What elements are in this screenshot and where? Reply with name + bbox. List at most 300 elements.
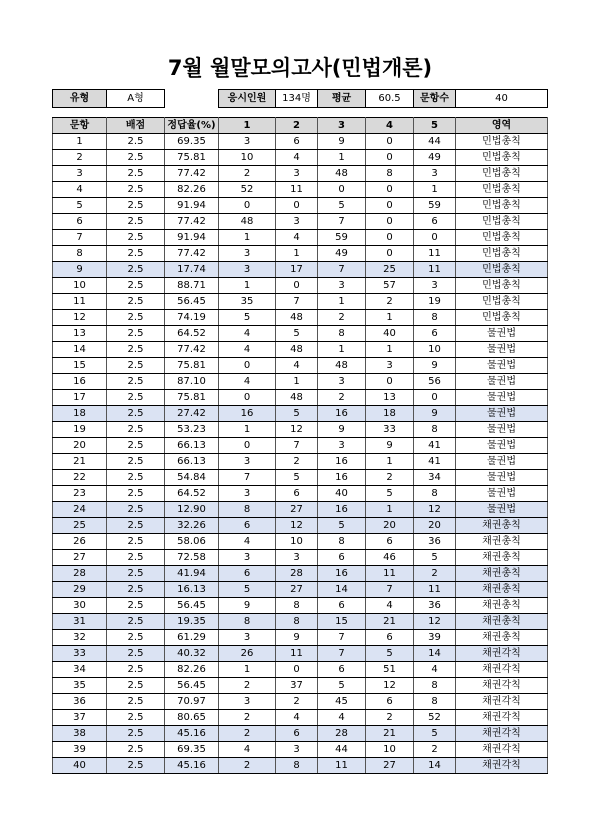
cell-choice-1: 4 bbox=[219, 374, 276, 390]
cell-choice-5: 41 bbox=[414, 454, 456, 470]
applicants-value: 134명 bbox=[276, 90, 318, 108]
cell-question: 2 bbox=[53, 150, 107, 166]
cell-question: 6 bbox=[53, 214, 107, 230]
cell-area: 채권총칙 bbox=[456, 518, 548, 534]
cell-area: 물권법 bbox=[456, 486, 548, 502]
cell-correct-rate: 75.81 bbox=[165, 390, 219, 406]
table-row bbox=[53, 150, 548, 166]
cell-choice-2: 6 bbox=[276, 726, 318, 742]
cell-correct-rate: 17.74 bbox=[165, 262, 219, 278]
cell-points: 2.5 bbox=[107, 454, 165, 470]
table-row bbox=[53, 134, 548, 150]
cell-choice-4: 57 bbox=[366, 278, 414, 294]
cell-choice-4: 10 bbox=[366, 742, 414, 758]
cell-choice-3: 16 bbox=[318, 566, 366, 582]
cell-choice-3: 2 bbox=[318, 310, 366, 326]
cell-choice-5: 5 bbox=[414, 726, 456, 742]
cell-area: 채권총칙 bbox=[456, 630, 548, 646]
cell-question: 9 bbox=[53, 262, 107, 278]
cell-choice-5: 0 bbox=[414, 390, 456, 406]
cell-choice-4: 6 bbox=[366, 630, 414, 646]
table-row bbox=[53, 358, 548, 374]
cell-question: 36 bbox=[53, 694, 107, 710]
header-choice-2: 2 bbox=[276, 118, 318, 134]
cell-choice-4: 40 bbox=[366, 326, 414, 342]
cell-choice-1: 2 bbox=[219, 758, 276, 774]
cell-choice-1: 1 bbox=[219, 230, 276, 246]
table-row bbox=[53, 614, 548, 630]
table-row bbox=[53, 534, 548, 550]
cell-area: 채권총칙 bbox=[456, 614, 548, 630]
cell-choice-2: 5 bbox=[276, 326, 318, 342]
cell-choice-5: 8 bbox=[414, 486, 456, 502]
cell-choice-3: 49 bbox=[318, 246, 366, 262]
cell-question: 12 bbox=[53, 310, 107, 326]
cell-question: 14 bbox=[53, 342, 107, 358]
cell-choice-1: 5 bbox=[219, 582, 276, 598]
cell-choice-1: 2 bbox=[219, 726, 276, 742]
cell-points: 2.5 bbox=[107, 518, 165, 534]
summary-gap bbox=[165, 90, 219, 108]
cell-choice-2: 4 bbox=[276, 150, 318, 166]
cell-choice-4: 0 bbox=[366, 182, 414, 198]
cell-choice-1: 52 bbox=[219, 182, 276, 198]
cell-correct-rate: 82.26 bbox=[165, 182, 219, 198]
table-row bbox=[53, 646, 548, 662]
cell-choice-3: 44 bbox=[318, 742, 366, 758]
cell-choice-3: 16 bbox=[318, 454, 366, 470]
cell-choice-4: 1 bbox=[366, 502, 414, 518]
cell-choice-5: 14 bbox=[414, 646, 456, 662]
table-body bbox=[53, 134, 548, 774]
cell-choice-1: 35 bbox=[219, 294, 276, 310]
cell-choice-2: 48 bbox=[276, 390, 318, 406]
cell-correct-rate: 40.32 bbox=[165, 646, 219, 662]
type-value: A형 bbox=[107, 90, 165, 108]
cell-correct-rate: 72.58 bbox=[165, 550, 219, 566]
cell-choice-2: 2 bbox=[276, 694, 318, 710]
cell-choice-5: 36 bbox=[414, 534, 456, 550]
cell-points: 2.5 bbox=[107, 646, 165, 662]
cell-choice-3: 5 bbox=[318, 518, 366, 534]
cell-choice-2: 6 bbox=[276, 486, 318, 502]
cell-choice-2: 28 bbox=[276, 566, 318, 582]
cell-choice-3: 59 bbox=[318, 230, 366, 246]
cell-points: 2.5 bbox=[107, 214, 165, 230]
cell-correct-rate: 45.16 bbox=[165, 726, 219, 742]
cell-question: 40 bbox=[53, 758, 107, 774]
cell-choice-4: 0 bbox=[366, 246, 414, 262]
cell-area: 민법총칙 bbox=[456, 150, 548, 166]
cell-choice-3: 6 bbox=[318, 598, 366, 614]
cell-choice-4: 18 bbox=[366, 406, 414, 422]
cell-choice-1: 6 bbox=[219, 566, 276, 582]
cell-area: 물권법 bbox=[456, 502, 548, 518]
table-row bbox=[53, 198, 548, 214]
cell-points: 2.5 bbox=[107, 326, 165, 342]
table-row bbox=[53, 326, 548, 342]
header-choice-5: 5 bbox=[414, 118, 456, 134]
cell-choice-3: 3 bbox=[318, 438, 366, 454]
cell-points: 2.5 bbox=[107, 278, 165, 294]
header-correct-rate: 정답율(%) bbox=[165, 118, 219, 134]
cell-choice-2: 11 bbox=[276, 646, 318, 662]
table-row bbox=[53, 422, 548, 438]
table-row bbox=[53, 726, 548, 742]
cell-choice-2: 4 bbox=[276, 230, 318, 246]
cell-question: 32 bbox=[53, 630, 107, 646]
cell-area: 채권각칙 bbox=[456, 726, 548, 742]
cell-choice-4: 0 bbox=[366, 374, 414, 390]
cell-choice-4: 2 bbox=[366, 470, 414, 486]
cell-correct-rate: 56.45 bbox=[165, 598, 219, 614]
cell-question: 15 bbox=[53, 358, 107, 374]
cell-choice-1: 3 bbox=[219, 454, 276, 470]
cell-correct-rate: 91.94 bbox=[165, 230, 219, 246]
cell-choice-2: 48 bbox=[276, 310, 318, 326]
cell-correct-rate: 32.26 bbox=[165, 518, 219, 534]
cell-points: 2.5 bbox=[107, 150, 165, 166]
cell-question: 34 bbox=[53, 662, 107, 678]
average-label: 평균 bbox=[318, 90, 366, 108]
cell-points: 2.5 bbox=[107, 630, 165, 646]
cell-choice-2: 3 bbox=[276, 742, 318, 758]
cell-area: 민법총칙 bbox=[456, 246, 548, 262]
cell-question: 18 bbox=[53, 406, 107, 422]
cell-choice-3: 4 bbox=[318, 710, 366, 726]
cell-choice-1: 5 bbox=[219, 310, 276, 326]
cell-points: 2.5 bbox=[107, 502, 165, 518]
cell-area: 민법총칙 bbox=[456, 166, 548, 182]
cell-points: 2.5 bbox=[107, 758, 165, 774]
table-row bbox=[53, 742, 548, 758]
cell-choice-5: 56 bbox=[414, 374, 456, 390]
cell-area: 물권법 bbox=[456, 358, 548, 374]
cell-question: 35 bbox=[53, 678, 107, 694]
cell-choice-5: 6 bbox=[414, 326, 456, 342]
cell-area: 민법총칙 bbox=[456, 310, 548, 326]
cell-choice-1: 6 bbox=[219, 518, 276, 534]
cell-points: 2.5 bbox=[107, 374, 165, 390]
table-row bbox=[53, 710, 548, 726]
table-row bbox=[53, 294, 548, 310]
cell-choice-4: 46 bbox=[366, 550, 414, 566]
cell-choice-2: 27 bbox=[276, 582, 318, 598]
table-row bbox=[53, 278, 548, 294]
table-row bbox=[53, 550, 548, 566]
cell-choice-4: 25 bbox=[366, 262, 414, 278]
cell-points: 2.5 bbox=[107, 390, 165, 406]
cell-correct-rate: 53.23 bbox=[165, 422, 219, 438]
table-row bbox=[53, 598, 548, 614]
cell-correct-rate: 70.97 bbox=[165, 694, 219, 710]
cell-choice-5: 8 bbox=[414, 694, 456, 710]
cell-choice-5: 11 bbox=[414, 582, 456, 598]
cell-area: 채권각칙 bbox=[456, 694, 548, 710]
cell-area: 채권총칙 bbox=[456, 534, 548, 550]
cell-correct-rate: 61.29 bbox=[165, 630, 219, 646]
cell-choice-3: 14 bbox=[318, 582, 366, 598]
cell-choice-3: 3 bbox=[318, 374, 366, 390]
cell-area: 물권법 bbox=[456, 342, 548, 358]
cell-choice-5: 6 bbox=[414, 214, 456, 230]
cell-choice-2: 1 bbox=[276, 374, 318, 390]
cell-question: 13 bbox=[53, 326, 107, 342]
cell-points: 2.5 bbox=[107, 230, 165, 246]
cell-choice-2: 27 bbox=[276, 502, 318, 518]
cell-area: 채권각칙 bbox=[456, 662, 548, 678]
header-points: 배점 bbox=[107, 118, 165, 134]
cell-points: 2.5 bbox=[107, 662, 165, 678]
table-row bbox=[53, 374, 548, 390]
cell-choice-4: 13 bbox=[366, 390, 414, 406]
cell-correct-rate: 77.42 bbox=[165, 214, 219, 230]
cell-points: 2.5 bbox=[107, 166, 165, 182]
cell-choice-2: 8 bbox=[276, 598, 318, 614]
cell-choice-1: 1 bbox=[219, 278, 276, 294]
cell-points: 2.5 bbox=[107, 310, 165, 326]
table-row bbox=[53, 518, 548, 534]
cell-choice-1: 3 bbox=[219, 486, 276, 502]
table-row bbox=[53, 758, 548, 774]
cell-correct-rate: 56.45 bbox=[165, 294, 219, 310]
cell-choice-3: 6 bbox=[318, 662, 366, 678]
cell-choice-3: 11 bbox=[318, 758, 366, 774]
cell-question: 27 bbox=[53, 550, 107, 566]
cell-choice-3: 3 bbox=[318, 278, 366, 294]
header-choice-3: 3 bbox=[318, 118, 366, 134]
cell-choice-4: 7 bbox=[366, 582, 414, 598]
cell-choice-4: 4 bbox=[366, 598, 414, 614]
cell-question: 5 bbox=[53, 198, 107, 214]
cell-points: 2.5 bbox=[107, 534, 165, 550]
cell-choice-5: 36 bbox=[414, 598, 456, 614]
cell-correct-rate: 54.84 bbox=[165, 470, 219, 486]
table-row bbox=[53, 406, 548, 422]
cell-choice-3: 7 bbox=[318, 214, 366, 230]
cell-choice-3: 5 bbox=[318, 198, 366, 214]
cell-points: 2.5 bbox=[107, 726, 165, 742]
cell-choice-1: 3 bbox=[219, 262, 276, 278]
table-row bbox=[53, 262, 548, 278]
table-row bbox=[53, 470, 548, 486]
cell-correct-rate: 56.45 bbox=[165, 678, 219, 694]
cell-question: 24 bbox=[53, 502, 107, 518]
cell-points: 2.5 bbox=[107, 486, 165, 502]
table-row bbox=[53, 438, 548, 454]
table-row bbox=[53, 678, 548, 694]
cell-choice-5: 44 bbox=[414, 134, 456, 150]
cell-area: 민법총칙 bbox=[456, 214, 548, 230]
cell-choice-1: 0 bbox=[219, 358, 276, 374]
table-row bbox=[53, 390, 548, 406]
table-row bbox=[53, 582, 548, 598]
cell-area: 채권총칙 bbox=[456, 598, 548, 614]
cell-choice-5: 2 bbox=[414, 566, 456, 582]
cell-choice-4: 6 bbox=[366, 694, 414, 710]
cell-question: 10 bbox=[53, 278, 107, 294]
cell-choice-2: 7 bbox=[276, 294, 318, 310]
cell-choice-2: 17 bbox=[276, 262, 318, 278]
cell-area: 민법총칙 bbox=[456, 198, 548, 214]
cell-choice-5: 9 bbox=[414, 358, 456, 374]
cell-choice-2: 9 bbox=[276, 630, 318, 646]
cell-choice-5: 12 bbox=[414, 502, 456, 518]
cell-question: 33 bbox=[53, 646, 107, 662]
cell-choice-5: 39 bbox=[414, 630, 456, 646]
cell-points: 2.5 bbox=[107, 614, 165, 630]
cell-choice-2: 1 bbox=[276, 246, 318, 262]
cell-choice-4: 2 bbox=[366, 710, 414, 726]
cell-choice-2: 7 bbox=[276, 438, 318, 454]
cell-choice-2: 8 bbox=[276, 614, 318, 630]
cell-points: 2.5 bbox=[107, 182, 165, 198]
cell-area: 민법총칙 bbox=[456, 262, 548, 278]
cell-area: 물권법 bbox=[456, 422, 548, 438]
cell-choice-2: 6 bbox=[276, 134, 318, 150]
question-count-label: 문항수 bbox=[414, 90, 456, 108]
cell-choice-5: 8 bbox=[414, 422, 456, 438]
cell-area: 채권각칙 bbox=[456, 646, 548, 662]
cell-choice-5: 3 bbox=[414, 166, 456, 182]
cell-area: 채권총칙 bbox=[456, 550, 548, 566]
cell-choice-1: 0 bbox=[219, 438, 276, 454]
cell-question: 22 bbox=[53, 470, 107, 486]
cell-correct-rate: 88.71 bbox=[165, 278, 219, 294]
cell-question: 21 bbox=[53, 454, 107, 470]
cell-choice-5: 5 bbox=[414, 550, 456, 566]
table-row bbox=[53, 486, 548, 502]
cell-question: 31 bbox=[53, 614, 107, 630]
cell-choice-3: 16 bbox=[318, 406, 366, 422]
cell-points: 2.5 bbox=[107, 198, 165, 214]
table-row bbox=[53, 182, 548, 198]
cell-choice-1: 4 bbox=[219, 742, 276, 758]
cell-choice-5: 3 bbox=[414, 278, 456, 294]
average-value: 60.5 bbox=[366, 90, 414, 108]
cell-question: 29 bbox=[53, 582, 107, 598]
cell-choice-3: 1 bbox=[318, 294, 366, 310]
cell-choice-5: 49 bbox=[414, 150, 456, 166]
cell-choice-5: 12 bbox=[414, 614, 456, 630]
cell-choice-5: 8 bbox=[414, 310, 456, 326]
cell-question: 26 bbox=[53, 534, 107, 550]
cell-correct-rate: 75.81 bbox=[165, 150, 219, 166]
cell-choice-5: 8 bbox=[414, 678, 456, 694]
cell-area: 민법총칙 bbox=[456, 134, 548, 150]
cell-choice-3: 16 bbox=[318, 502, 366, 518]
cell-correct-rate: 27.42 bbox=[165, 406, 219, 422]
applicants-label: 응시인원 bbox=[219, 90, 276, 108]
cell-choice-2: 5 bbox=[276, 470, 318, 486]
table-row bbox=[53, 566, 548, 582]
cell-points: 2.5 bbox=[107, 294, 165, 310]
header-question: 문항 bbox=[53, 118, 107, 134]
cell-area: 물권법 bbox=[456, 470, 548, 486]
cell-choice-4: 1 bbox=[366, 454, 414, 470]
cell-choice-2: 4 bbox=[276, 358, 318, 374]
cell-points: 2.5 bbox=[107, 710, 165, 726]
cell-correct-rate: 41.94 bbox=[165, 566, 219, 582]
cell-correct-rate: 77.42 bbox=[165, 342, 219, 358]
cell-points: 2.5 bbox=[107, 678, 165, 694]
cell-choice-3: 9 bbox=[318, 134, 366, 150]
cell-choice-3: 0 bbox=[318, 182, 366, 198]
cell-question: 17 bbox=[53, 390, 107, 406]
cell-points: 2.5 bbox=[107, 422, 165, 438]
cell-choice-4: 0 bbox=[366, 134, 414, 150]
table-header-row bbox=[53, 118, 548, 134]
cell-points: 2.5 bbox=[107, 470, 165, 486]
cell-choice-2: 3 bbox=[276, 214, 318, 230]
cell-area: 물권법 bbox=[456, 374, 548, 390]
cell-question: 7 bbox=[53, 230, 107, 246]
question-count-value: 40 bbox=[456, 90, 548, 108]
cell-choice-1: 2 bbox=[219, 710, 276, 726]
cell-correct-rate: 74.19 bbox=[165, 310, 219, 326]
cell-area: 물권법 bbox=[456, 454, 548, 470]
cell-choice-5: 2 bbox=[414, 742, 456, 758]
cell-choice-4: 0 bbox=[366, 150, 414, 166]
table-row bbox=[53, 310, 548, 326]
cell-area: 물권법 bbox=[456, 326, 548, 342]
cell-question: 23 bbox=[53, 486, 107, 502]
cell-choice-1: 16 bbox=[219, 406, 276, 422]
cell-choice-4: 9 bbox=[366, 438, 414, 454]
cell-area: 채권각칙 bbox=[456, 742, 548, 758]
cell-area: 채권각칙 bbox=[456, 678, 548, 694]
cell-area: 물권법 bbox=[456, 406, 548, 422]
cell-choice-5: 41 bbox=[414, 438, 456, 454]
cell-points: 2.5 bbox=[107, 582, 165, 598]
cell-choice-5: 34 bbox=[414, 470, 456, 486]
cell-choice-2: 37 bbox=[276, 678, 318, 694]
cell-choice-5: 0 bbox=[414, 230, 456, 246]
cell-correct-rate: 45.16 bbox=[165, 758, 219, 774]
header-choice-1: 1 bbox=[219, 118, 276, 134]
cell-choice-1: 1 bbox=[219, 422, 276, 438]
table-row bbox=[53, 454, 548, 470]
cell-choice-3: 8 bbox=[318, 534, 366, 550]
cell-area: 채권총칙 bbox=[456, 566, 548, 582]
cell-choice-1: 2 bbox=[219, 678, 276, 694]
cell-choice-2: 48 bbox=[276, 342, 318, 358]
table-row bbox=[53, 230, 548, 246]
cell-correct-rate: 69.35 bbox=[165, 742, 219, 758]
cell-question: 37 bbox=[53, 710, 107, 726]
cell-area: 채권각칙 bbox=[456, 710, 548, 726]
cell-choice-5: 52 bbox=[414, 710, 456, 726]
cell-choice-4: 5 bbox=[366, 646, 414, 662]
cell-choice-3: 48 bbox=[318, 166, 366, 182]
cell-choice-2: 3 bbox=[276, 550, 318, 566]
cell-correct-rate: 82.26 bbox=[165, 662, 219, 678]
table-row bbox=[53, 502, 548, 518]
cell-choice-4: 1 bbox=[366, 310, 414, 326]
cell-correct-rate: 16.13 bbox=[165, 582, 219, 598]
summary-table bbox=[52, 89, 548, 108]
cell-choice-3: 40 bbox=[318, 486, 366, 502]
cell-choice-1: 4 bbox=[219, 326, 276, 342]
cell-points: 2.5 bbox=[107, 406, 165, 422]
cell-question: 38 bbox=[53, 726, 107, 742]
cell-choice-2: 0 bbox=[276, 662, 318, 678]
cell-choice-1: 48 bbox=[219, 214, 276, 230]
cell-choice-1: 0 bbox=[219, 390, 276, 406]
cell-choice-3: 1 bbox=[318, 342, 366, 358]
cell-choice-2: 8 bbox=[276, 758, 318, 774]
cell-points: 2.5 bbox=[107, 566, 165, 582]
